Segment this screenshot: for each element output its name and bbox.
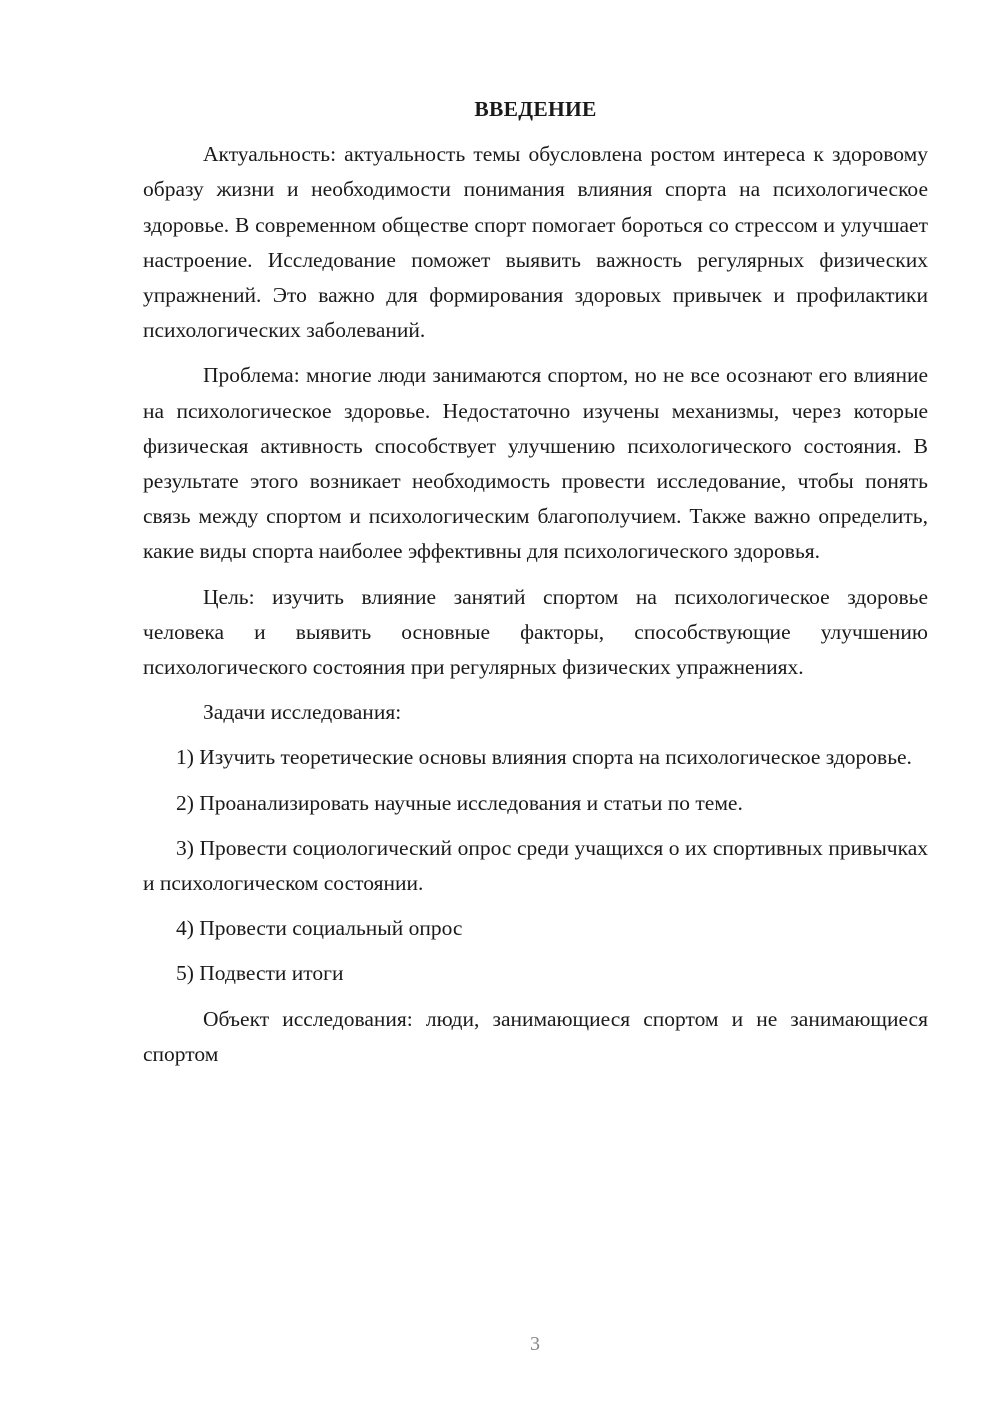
problem-paragraph: Проблема: многие люди занимаются спортом, но не все осознают его влияние на психологическое здоровье. Недостаточно изучены механизмы, через которые физическая активность способствует улучшению психологического состояния. В результате этого возникает необходимость провести исследование, чтобы понять связь между спортом и психологическим благополучием. Также важно определить, какие виды спорта наиболее эффективны для психологического здоровья. [143, 363, 928, 564]
task-item-5: 5) Подвести итоги [176, 961, 344, 986]
relevance-paragraph: Актуальность: актуальность темы обусловлена ростом интереса к здоровому образу жизни и необходимости понимания влияния спорта на психологическое здоровье. В современном обществе спорт помогает бороться со стрессом и улучшает настроение. Исследование поможет выявить важность регулярных физических упражнений. Это важно для формирования здоровых привычек и профилактики психологических заболеваний. [143, 142, 928, 343]
task-item-4: 4) Провести социальный опрос [176, 916, 463, 941]
page-number: 3 [530, 1333, 540, 1355]
object-paragraph: Объект исследования: люди, занимающиеся спортом и не занимающиеся спортом [143, 1006, 928, 1066]
tasks-title: Задачи исследования: [203, 700, 402, 725]
goal-paragraph: Цель: изучить влияние занятий спортом на психологическое здоровье человека и выявить основные факторы, способствующие улучшению психологического состояния при регулярных физических упражнениях. [143, 584, 928, 680]
document-page [143, 92, 928, 1082]
task-item-1: 1) Изучить теоретические основы влияния спорта на психологическое здоровье. [176, 745, 912, 770]
page-title: ВВЕДЕНИЕ [474, 97, 597, 121]
task-item-2: 2) Проанализировать научные исследования и статьи по теме. [176, 790, 743, 815]
task-item-3: 3) Провести социологический опрос среди учащихся о их спортивных привычках и психологическом состоянии. [143, 835, 928, 896]
